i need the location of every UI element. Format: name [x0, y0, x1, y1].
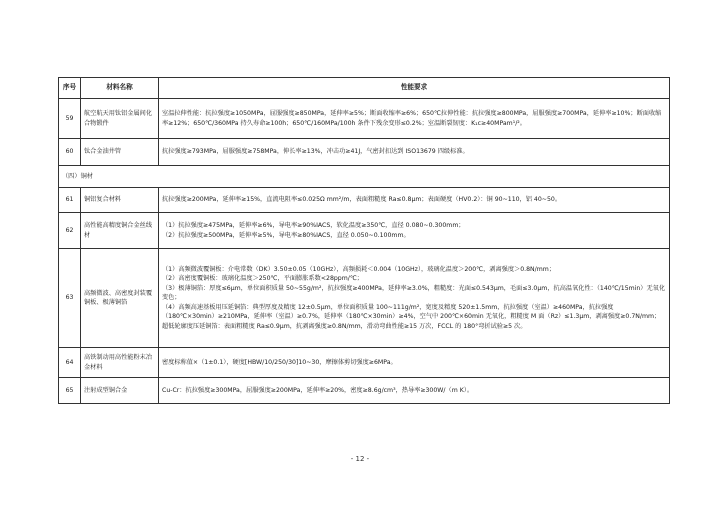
section-heading: [59, 166, 670, 188]
req-line: （2）抗拉强度≥500MPa，延伸率≥5%，导电率≥80%IACS，直径 0.050~0.100mm。: [162, 231, 410, 239]
header-no: 序号: [59, 78, 81, 99]
row-no: 61: [59, 188, 81, 213]
table-row: [59, 249, 670, 348]
req-line: （1）高频微波覆铜板：介电常数（DK）3.50±0.05（10GHz），高频损耗＜0.004（10GHz），玻璃化温度＞200℃，剥离强度＞0.8N/mm；: [162, 266, 556, 274]
row-req: Cu-Cr：抗拉强度≥300MPa，屈服强度≥200MPa，延伸率≥20%，密度≥8.6g/cm³，热导率≥300W/（m K）。: [159, 378, 670, 404]
row-req: [159, 213, 670, 249]
row-req: 室温拉伸性能：抗拉强度≥1050MPa，屈服强度≥850MPa，延伸率≥5%；断面收缩率≥6%；650℃拉伸性能：抗拉强度≥800MPa，屈服强度≥700MPa，延伸率≥10%；断面收缩率≥12%；650℃/360MPa 持久寿命≥100h；650℃/160MPa/100h 条件下残余变形≤0.2%；室温断裂韧度：K₁c≥40MPam¹/²。: [159, 99, 670, 139]
row-req: 抗拉强度≥200MPa，延伸率≥15%，直流电阻率≤0.025Ω mm²/m，表面粗糙度 Ra≤0.8μm；表面硬度（HV0.2）：铜 90~110，铝 40~50。: [159, 188, 670, 213]
req-line: （2）高密度覆铜板：玻璃化温度＞250℃，平面膨胀系数<28ppm/℃；: [162, 275, 363, 283]
row-no: 59: [59, 99, 81, 139]
row-name: 铜铝复合材料: [81, 188, 159, 213]
row-no: 65: [59, 378, 81, 404]
row-req: 密度标称值×（1±0.1），硬度[HBW/10/250/30]10~30，摩擦体剪切强度≥6MPa。: [159, 348, 670, 378]
row-name: 钛合金油井管: [81, 139, 159, 166]
row-name: 高铁制动用高性能粉末冶金材料: [81, 348, 159, 378]
row-no: 64: [59, 348, 81, 378]
table-row: [59, 348, 670, 378]
row-name: 注射成型铜合金: [81, 378, 159, 404]
row-req: 抗拉强度≥793MPa，屈服强度≥758MPa，伸长率≥13%，冲击功≥41J，气密封扣达到 ISO13679 四级标准。: [159, 139, 670, 166]
header-req: 性能要求: [159, 78, 670, 99]
table-row: [59, 139, 670, 166]
spec-table: [58, 77, 670, 404]
row-no: 60: [59, 139, 81, 166]
row-name: 航空航天用钛铝金属间化合物锻件: [81, 99, 159, 139]
table-row: [59, 99, 670, 139]
table-row: [59, 188, 670, 213]
row-no: 63: [59, 249, 81, 348]
table-header-row: [59, 78, 670, 99]
req-line: （4）高频高速基板用压延铜箔：典型厚度及精度 12±0.5μm，单位面积质量 100~111g/m²，宽度及精度 520±1.5mm，抗拉强度（室温）≥460MPa，抗拉强度（180℃×30min）≥210MPa，延伸率（室温）≥0.7%，延伸率（180℃×30min）≥4%，空气中 200℃×60min 无氧化，粗糙度 M 面（Rz）≤1.3μm，剥离强度≥0.7N/mm；超低轮廓度压延铜箔：表面粗糙度 Ra≤0.9μm，抗剥离强度≥0.8N/mm，滑动弯曲性能≥15 万次，FCCL 的 180°弯折试验≥5 次。: [162, 303, 661, 330]
table-row: [59, 378, 670, 404]
req-line: （1）抗拉强度≥475MPa，延伸率≥6%，导电率≥90%IACS，软化温度≥350℃，直径 0.080~0.300mm；: [162, 222, 465, 230]
table-row: [59, 213, 670, 249]
row-name: 高性能高精度铜合金丝线材: [81, 213, 159, 249]
row-no: 62: [59, 213, 81, 249]
section-label: 铜材: [80, 172, 93, 180]
header-name: 材料名称: [81, 78, 159, 99]
section-index: （四）: [62, 172, 81, 180]
req-line: （3）极薄铜箔：厚度≤6μm，单位面积质量 50~55g/m²，抗拉强度≥400MPa，延伸率≥3.0%，粗糙度：光面≤0.543μm，毛面≤3.0μm，抗高温氧化性：（140℃/15min）无氧化变色；: [162, 284, 666, 302]
row-req: [159, 249, 670, 348]
section-row: [59, 166, 670, 188]
page-number: - 12 -: [350, 455, 370, 463]
row-name: 高频微波、高密度封装覆铜板、极薄铜箔: [81, 249, 159, 348]
